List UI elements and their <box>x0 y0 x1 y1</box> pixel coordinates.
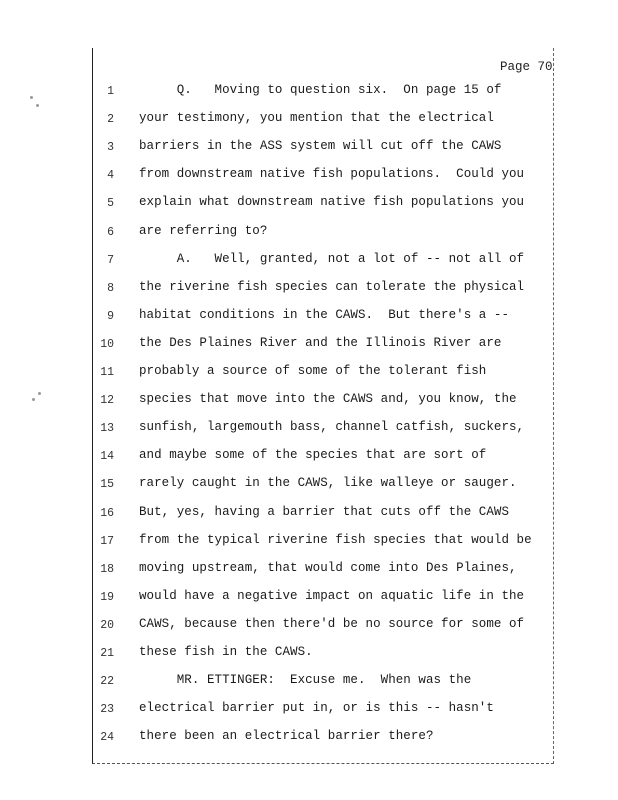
transcript-line <box>0 505 618 525</box>
line-number: 11 <box>100 366 114 379</box>
line-text: habitat conditions in the CAWS. But there's a -- <box>139 307 510 322</box>
line-number: 6 <box>107 225 114 239</box>
line-text: probably a source of some of the tolerant fish <box>139 364 487 378</box>
line-number: 13 <box>100 422 114 436</box>
transcript-line <box>0 167 618 187</box>
transcript-line <box>0 617 618 637</box>
transcript-line <box>0 448 618 468</box>
line-text: barriers in the ASS system will cut off the CAWS <box>139 139 502 154</box>
scan-speck <box>32 398 35 401</box>
transcript-line <box>0 364 618 384</box>
line-text: electrical barrier put in, or is this -- hasn't <box>139 701 494 716</box>
line-number: 1 <box>107 85 114 98</box>
line-number: 19 <box>100 590 114 604</box>
line-number: 20 <box>100 618 114 632</box>
line-number: 7 <box>107 253 114 267</box>
line-number: 4 <box>107 169 114 183</box>
line-text: rarely caught in the CAWS, like walleye or sauger. <box>139 476 517 491</box>
transcript-line <box>0 336 618 356</box>
line-text: these fish in the CAWS. <box>139 645 313 659</box>
line-number: 12 <box>100 394 114 408</box>
line-number: 2 <box>107 113 114 127</box>
line-text: Q. Moving to question six. On page 15 of <box>139 83 502 97</box>
transcript-line <box>0 195 618 215</box>
scan-speck <box>30 96 33 99</box>
transcript-line <box>0 83 618 103</box>
transcript-line <box>0 561 618 581</box>
line-text: are referring to? <box>139 223 268 238</box>
line-text: MR. ETTINGER: Excuse me. When was the <box>139 673 472 688</box>
line-number: 3 <box>107 141 114 155</box>
transcript-line <box>0 280 618 300</box>
line-number: 16 <box>100 506 114 520</box>
transcript-line <box>0 701 618 721</box>
line-number: 10 <box>100 337 114 351</box>
transcript-line <box>0 308 618 328</box>
line-text: your testimony, you mention that the electrical <box>139 111 494 126</box>
transcript-line <box>0 476 618 496</box>
line-number: 22 <box>100 675 114 689</box>
transcript-line <box>0 392 618 412</box>
line-text: the riverine fish species can tolerate the physical <box>139 279 525 294</box>
page-number: Page 70 <box>500 60 553 74</box>
line-text: there been an electrical barrier there? <box>139 729 434 744</box>
line-number: 15 <box>100 478 114 492</box>
line-text: the Des Plaines River and the Illinois River are <box>139 335 502 350</box>
transcript-line <box>0 533 618 553</box>
line-text: moving upstream, that would come into Des Plaines, <box>139 560 517 575</box>
transcript-line <box>0 645 618 665</box>
transcript-line <box>0 111 618 131</box>
line-number: 18 <box>100 562 114 576</box>
line-text: explain what downstream native fish populations you <box>139 195 525 210</box>
line-number: 9 <box>107 309 114 323</box>
transcript-line <box>0 252 618 272</box>
line-text: species that move into the CAWS and, you know, the <box>139 392 517 407</box>
line-text: from the typical riverine fish species that would be <box>139 532 532 547</box>
scan-speck <box>36 104 39 107</box>
line-number: 21 <box>100 647 114 660</box>
transcript-line <box>0 729 618 749</box>
line-number: 8 <box>107 281 114 295</box>
line-text: A. Well, granted, not a lot of -- not all of <box>139 251 525 266</box>
transcript-line <box>0 673 618 693</box>
line-number: 5 <box>107 197 114 211</box>
line-text: from downstream native fish populations. Could you <box>139 167 525 182</box>
line-text: and maybe some of the species that are sort of <box>139 448 487 463</box>
line-text: would have a negative impact on aquatic life in the <box>139 588 525 603</box>
line-text: sunfish, largemouth bass, channel catfish, suckers, <box>139 420 525 435</box>
transcript-line <box>0 589 618 609</box>
scan-speck <box>38 392 41 395</box>
line-text: CAWS, because then there'd be no source for some of <box>139 616 525 631</box>
line-number: 14 <box>100 450 114 464</box>
transcript-line <box>0 420 618 440</box>
transcript-line <box>0 139 618 159</box>
line-number: 23 <box>100 703 114 717</box>
line-number: 24 <box>100 731 114 745</box>
line-text: But, yes, having a barrier that cuts off the CAWS <box>139 504 510 519</box>
line-number: 17 <box>100 534 114 548</box>
transcript-line <box>0 224 618 244</box>
